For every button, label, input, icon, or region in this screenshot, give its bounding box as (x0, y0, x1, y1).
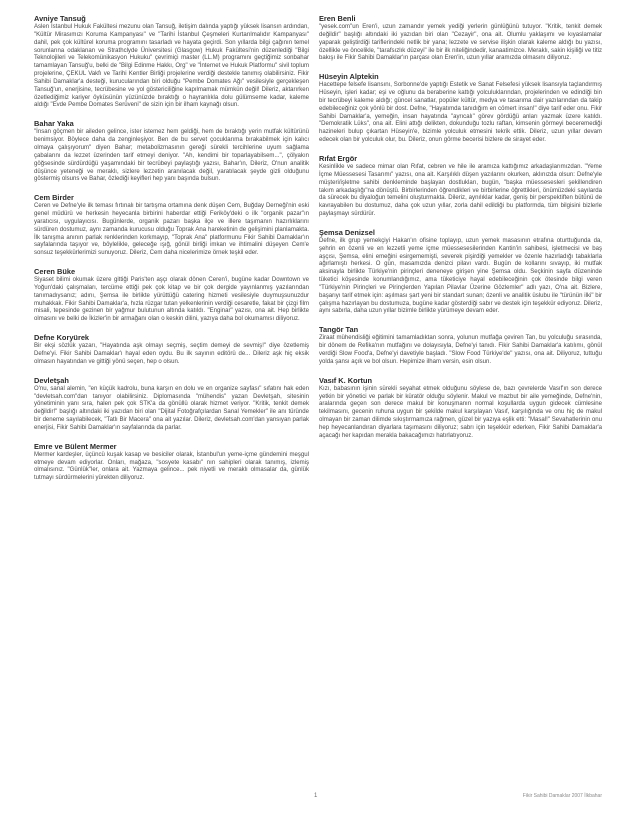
contributor-bio (34, 376, 309, 433)
contributor-bio-text: Siyaset bilimi okumak üzere gittiği Paris'ten aşçı olarak dönen Ceren'i, bugüne kadar Downtown ve Yoğun'daki çalışmaları, tercüme ettiği pek çok kitap ve bir çok dergide yayınlanmış yazılarından tanımadıysanız; adını, Şemsa ile birlikte yürüttüğü catering hizmeti vesilesiyle duymuşsunuzdur muhakkak. Fikir Sahibi Damaklar'a, hızla rüzgar tutan yelkenlerinin verdiği cesaretle, fakat bir çizgi film misali, tepesinde gezinen bir yağmur bulutunun altında katıldı. "Enginar" yazısı, ona ait. Hep birlikte olmasını ve belki de İkizler'in bir armağanı olan o keskin dilini, yazıya daha bol okumamısı diliyoruz. (34, 277, 309, 323)
contributor-bio-text: Bir ekşi sözlük yazarı, "Hayatında aşk olmayı seçmiş, seçtim demeyi de sevmiş!" diye özetlemiş Defne'yi. Fikir Sahibi Damaklar'ı hayal eden oydu. Bu ilk sayının editörü de... Dileriz aşk hiç eksik olmasın hayatından ve gittiği yönü seçen, hep o olsun. (34, 343, 309, 365)
contributor-bio (319, 154, 602, 219)
contributor-name: Rıfat Ergör (319, 153, 358, 163)
contributor-name: Şemsa Denizsel (319, 227, 375, 237)
contributor-bio-text: "İnsan göçmen bir aileden gelince, ister istemez hem geldiği, hem de bıraktığı yerin mutfak kültürünü benimsiyor. Böylece daha da zenginleşiyor. Ben de bu servet çocuklarıma bırakabilmek için kalıcı olmaya çalışıyorum" diyen Bahar; metabolizmasının gereği sürekli tercihlerine uyum sağlama çabalarını da lezzet üzerinden tarif etmeyi deniyor. "Ah, kendimi bir toparlayabilsem...", çölyakın göğsesinde sürdürdüğü yaşamındaki bir tecrübeyi paylaştığı yazısı, Bahar'ın, Dileriz, O'nun analitik düşünce yeteneği ve meraklı, sizlere lezzetin aranılacak değil, yaratılacak şeyde gizli olduğunu göstermiş olsuns ve Bahar, özlediği keyifleri hep yanı başında bulsun. (34, 129, 309, 183)
contributor-bio (319, 325, 602, 366)
contributor-name: Avniye Tansuğ (34, 14, 86, 23)
contributor-bio (34, 442, 309, 483)
page-footer (0, 793, 638, 803)
right-column (319, 14, 602, 784)
contributor-bio (319, 14, 602, 63)
contributor-name: Ceren Büke (34, 267, 76, 277)
contributor-name: Vasıf K. Kortun (319, 375, 372, 385)
contributor-bio-text: O'nu, sanal alemin, "en küçük kadrolu, buna karşın en dolu ve en organize sayfası" sıfatını hak eden "devletsah.com"dan tanıyor olabilirsiniz. Diplomasında "mühendis" yazan Devletşah, sitesinin yönetiminin yanı sıra, halen pek çok STK'a da gönüllü olarak hizmet veriyor. "Kritik, tenkit demek değildir!" başlığı altındaki iki yazıdan biri olan "Dijital Fotoğrafçılardan Sanal Yemekler" ile anı türünde bir deneme sayılabilecek, "Tatlı Bir Macera" ona ait yazılar. Dileriz, devletsah.com'dan yansıyan parlak enerjisi, Fikir Sahibi Damaklar'ın sayfalarında da parlar. (34, 385, 309, 431)
contributor-name: Emre ve Bülent Mermer (34, 441, 117, 451)
contributor-name: Tangör Tan (319, 325, 359, 335)
contributor-bio-text: Defne, ilk grup yemekçiyi Hakan'ın ofisine toplayıp, uzun yemek masasının etrafına oturttuğunda da, şehrin en özenli ve en lezzetli yeme içme müessesesilerinden Kantin'in sahibesi, işletmecisi ve baş aşçısı, Şemsa, elini emeğini esirgememişti, severek pişirdiği yemekler ve özenle hazırladığı tabaklarla ağırlamıştı herkesi. O gün, masamızda denizci pilavı vardı. Bugün de kollarını sıvayıp, iki mutfak aksinayla birlikte Türkiye'nin pirinçleri deneneye girişen yine Şemsa oldu. Seçkinin sayfa düzeninde tüketici köşesinde konumlandığımız, ama tüketiciye hayal edebileceğinin çok ötesinde bilgi veren "Türkiye'nin Pirinçleri ve Pirinçlerden Yapılan Pilavlar Üzerine Gözlemler" adlı yazı, O'na ait. Bizlere, başarıyı tarif etmek için: aşılması şart yeni bir standart sunan; özenli ve analitik üslubu ile "türünün ilki" bir çalışma hazırlayan bu dostumuza, bugüne kadar gösterdiği sabır ve destek için teşekkür ediyoruz. Dileriz, aynı sabırla, daha uzun yıllar bizimle birlikte yürümeye devam eder. (319, 237, 602, 315)
contributor-bio-text: Aslen İstanbul Hukuk Fakültesi mezunu olan Tansuğ, iletişim dalında yaptığı yüksek lisansın ardından, "Kültür Mirasımızı Koruma Kampanyası" ve "Tarihi İstanbul Çeşmeleri Kurtarılmalıdır Kampanyası" dahil, pek çok kültürel koruma programını tasarladı ve hayata geçirdi. Son yıllarda bilgi çağının temel sorunlarına odaklanan ve Strathclyde Üniversitesi (Glasgow) Hukuk Fakültesi'nin düzenlediği "Bilgi Teknolojileri ve Telekomünikasyon Hukuku" çevrimiçi master (LL.M) programını geçtiğimiz sonbahar tamamlayan Tansuğ'u, belki de "Bilgi Edinme Hakkı, Org" ve "İnternet ve Hukuk Platformu" sivil toplum projelerine, ÇEKUL Vakfı ve Tarihi Kentler Birliği projelerine verdiği destekle tanımış olabilirsiniz. Fikir Sahibi Damaklar'a desteği, kurucularından biri olduğu "Pembe Domates Ağı" vesilesiyle gerçekleşen Tansuğ'un, enerjisine, tecrübesine ve yol göstericiliğine kapılmamak mümkün değil! Dileriz, aktarırken özetlediğimiz kariyer öyküsünün yüzünüzde bıraktığı o hayranlıkla dolu gülümseme kadar, kaleme aldığı "Evde Pembe Domates Serüveni" de sizin için bir ilham kaynağı olsun. (34, 24, 309, 109)
contributor-bio (34, 333, 309, 367)
contributor-name: Defne Koryürek (34, 333, 90, 343)
contributor-bio-text: Kesinlikle ve sadece mimar olan Rıfat, cebren ve hile ile aramıza kattığımız arkadaşlarımızdan. "Yeme İçme Müessesesi Tasarımı" yazısı, ona ait. Karşılıklı düşen yazılarını okurken, aklınızda olsun: Defne'yle müşteri/işletme sahibi denkleminde başlayan dostlukları, bugün, "başka müessesesleri şekillendiren takım arkadaşlığı"na dönüştü. Birbirlerinden öğrendikleri ve birbirlerine öğrettikleri, önümüzdeki sayılarda da sürecek bu diyaloğun temelini oluşturmakta. Dileriz, aynılıklar kadar, geniş bir perspektiften bütünü de kavrayabilen bu dostumuz, daha çok uzun yıllar, zorla dahil edildiği bu platformda, tüm bilgisini bizlerle paylaşmayı sürdürür. (319, 163, 602, 218)
contributor-bio-text: Ziraat mühendisliği eğitimini tamamladıktan sonra, yolunun mutfağa çeviren Tan, bu yolculuğu sırasında, bir dönem de Refika'nın mutfağını ve dolayısıyla, Defne'yi tanıdı. Fikir Sahibi Damaklar'a katılımı, gönül verdiği Slow Food'a, Defne'yi davetiyle başladı. "Slow Food Türkiye'de" yazısı, ona ait. Diliyoruz, tuttuğu yolda şansı açık ve bol olsun. Hepimize ilham versin, esin olsun. (319, 335, 602, 365)
contributor-bio-text: Ceren ve Defne'yle ilk teması fırtınalı bir tartışma ortamına denk düşen Cem, Buğday Derneği'nin eski genel müdürü ve herkesin heyecanla birbirini haberdar ettiği Feriköy'deki o ilk "organik pazar"ın yaratıcısı, uygulayıcısı. Bugünlerde, organik pazarı başka ilçe ve illere taşımanın hazırlıklarını sürdüren dostumuz, aynı zamanda kurucusu olduğu Toprak Ana hareketinin de gelişimini planlamakta. İlk tanışma anının parlak renklerinden korkmayıp, "Toprak Ana" platformunu Fikir Sahibi Damaklar'ın sayfalarında taşıyor ve, böylelikle, geleceğe ışığ, gönül birliği imkan ve ihtimalini düşeyen Cem'e sonsuz teşekkürlerimizi sunuyoruz. Dileriz, Cem daha nicelerimize örnek teşkil eder. (34, 203, 309, 257)
contributor-name: Cem Birder (34, 193, 74, 203)
page-number: 1 (314, 793, 318, 799)
contributor-bio (319, 228, 602, 316)
contributor-bio (319, 72, 602, 145)
contributor-bio (34, 193, 309, 258)
contributor-bio-text: Hacettepe felsefe lisansını, Sorbonne'de yaptığı Estetik ve Sanat Felsefesi yüksek lisansıyla taçlandırmış Hüseyin, işleri kadar; eşi ve oğlunu da beraberine kattığı yolculuklarından, projelerinden ve edindiği bin bir tecrübeyi kaleme aldığı; güncel sanatlar, popüler kültür, medya ve tasarıma dair yazılarından da takip edebileceğiniz çok yönlü bir dost. Defne, "Hayatımda tanıdığım en cömert insan!" diye tarif eder onu. Fikir Sahibi Damaklar'a, yemeğin, insan hayatında "ayrıcalı" görev gördüğü anları yazmak üzere katıldı. "Demokratik Lüks", ona ait. Elini attığı delikten, dokunduğu tozlu raftan, kimsenin görmeyi beceremediği hazineleri bulup çıkartan Hüseyin'e, bizimle yolculuk etmesini tekrik ettik. Dileriz, uzun yıllar devam edecek olan bir yolculuk olur, bu. Dileriz, onun görme becerisi bizlere de sirayet eder. (319, 82, 602, 144)
left-column (34, 14, 309, 784)
contributor-bio (34, 14, 309, 110)
footer-credit: Fikir Sahibi Damaklar 2007 İlkbahar (522, 793, 602, 799)
contributor-name: Eren Benli (319, 14, 356, 23)
contributor-bio (34, 119, 309, 184)
contributor-name: Devletşah (34, 375, 69, 385)
contributor-bio (34, 267, 309, 324)
contributor-bio (319, 376, 602, 441)
contributor-name: Bahar Yaka (34, 119, 74, 129)
contributor-bio-text: Mermer kardeşler, üçüncü kuşak kasap ve besiciler olarak, İstanbul'un yeme-içme gündemini meşgul etmeye devam ediyorlar. Onları, mağaza, "sosyete kasabı" nın sahipleri olarak tanımış, izlemiş olmalısınız. "Günlük"ler, onlara ait. Yazmaya gelince... pek niyetli ve meraklı olmasalar da, günlük tutmayı sürdürmelerini yürekten diliyoruz. (34, 451, 309, 482)
contributor-bio-text: "yesek.com"un Eren'i, uzun zamandır yemek yediği yerlerin günlüğünü tutuyor. "Kritik, tenkit demek değildir" başlığı altındaki iki yazıdan biri olan "Cezayir", ona ait. Olumlu yaklaşımı ve kıyaslamalar yaparak geliştirdiği tariflerindeki netlik bir yana; lezzete ve servise ilişkin olarak kaleme aldığı bu yazısı, özellikle ve öncelikle, "tarafsızlık düzeyi" ile bir ilk niteliğindedir, kanaatimizce. Meraklı, sakin kişiliği ve titiz bakışı ile Fikir Sahibi Damaklar'ın parçası olan Eren'in, uzun yıllar aramızda olmasını diliyoruz. (319, 24, 602, 62)
contributor-bio-text: Kızı, babasının işinin sürekli seyahat etmek olduğunu söylese de, bazı çevrelerde Vasıf'ın son derece yetkin bir yönetici ve parlak bir küratör olduğu söylenir. Makul ve mazbut bir aile yemeğinde, Defne'nin, aralarında geçen son derece makul bir konuşmanın normal koşullarda uygun gidecek cümlesine tekilmasını, gecenin ruhuna uygun bir şekilde makul karşılayan Vasıf, karşılığında ve onu hiç de makul olmayan bir zaman dilimde sıkıştırmamıza rağmen, güzel bir yazıya eşlik etti: "Masal!" Sevahatlerinin onu hep heyecanlandıran diyarlara taşımasını diliyoruz; sabrı için teşekkür ederken, Fikir Sahibi Damaklar'a açacağı her kapıdan merakla bakacağımızı hatırlatıyoruz. (319, 385, 602, 439)
contributor-name: Hüseyin Alptekin (319, 72, 379, 82)
